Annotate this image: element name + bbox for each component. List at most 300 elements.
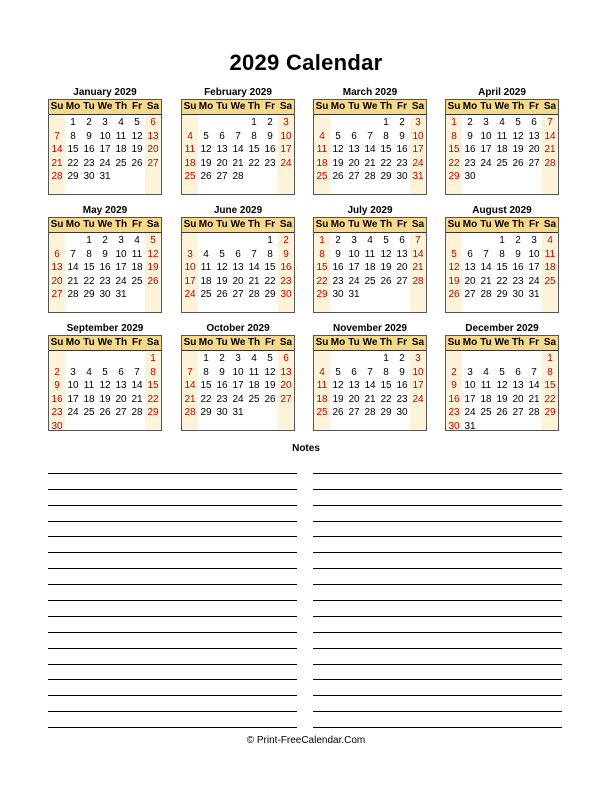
day-cell: 7 <box>483 248 489 260</box>
weekday-label: We <box>362 101 378 112</box>
note-line <box>313 617 562 633</box>
day-cell: 2 <box>399 117 405 128</box>
note-line <box>48 585 297 601</box>
day-cell: 8 <box>70 130 76 142</box>
day-cell: 21 <box>544 144 556 155</box>
day-cell: 27 <box>348 407 360 418</box>
day-cell: 30 <box>83 171 95 182</box>
weekday-label: Sa <box>146 337 160 348</box>
month-calendar <box>313 205 427 313</box>
empty-cell <box>49 352 65 366</box>
day-cell: 25 <box>480 407 492 418</box>
day-cell: 27 <box>147 157 159 169</box>
month-name: August 2029 <box>472 205 532 216</box>
weekday-label: Fr <box>132 337 142 348</box>
day-cell: 28 <box>364 171 376 182</box>
month-grid <box>445 99 559 195</box>
day-cell: 31 <box>99 171 111 182</box>
weekday-label: Th <box>114 101 128 112</box>
day-cell: 10 <box>184 262 196 273</box>
day-cell: 29 <box>496 289 508 300</box>
day-cell: 19 <box>512 144 524 155</box>
day-cell: 12 <box>264 366 276 378</box>
day-cell: 28 <box>51 171 63 182</box>
day-cell: 28 <box>528 407 540 418</box>
weekday-label: Sa <box>543 219 557 230</box>
weekday-label: We <box>230 219 246 230</box>
note-line <box>313 506 562 522</box>
day-cell: 1 <box>70 117 76 128</box>
day-cell: 14 <box>131 380 143 391</box>
day-cell: 25 <box>184 171 196 182</box>
day-cell: 29 <box>316 289 328 300</box>
day-cell: 9 <box>283 248 289 260</box>
day-cell: 22 <box>248 157 260 169</box>
day-cell: 12 <box>448 262 460 273</box>
weekday-label: Fr <box>132 101 142 112</box>
note-line <box>313 569 562 585</box>
day-cell: 2 <box>467 117 473 128</box>
day-cell: 21 <box>232 157 244 169</box>
day-cell: 18 <box>316 157 328 169</box>
day-grid <box>446 115 558 184</box>
weekday-label: Su <box>315 219 329 230</box>
day-cell: 20 <box>348 393 360 405</box>
day-cell: 28 <box>412 275 424 287</box>
day-cell: 2 <box>451 366 457 378</box>
day-cell: 22 <box>200 393 212 405</box>
day-cell: 3 <box>531 235 537 246</box>
day-cell: 7 <box>547 117 553 128</box>
day-cell: 17 <box>412 144 424 155</box>
day-cell: 26 <box>200 171 212 182</box>
note-line <box>313 553 562 569</box>
day-cell: 5 <box>219 248 225 260</box>
day-cell: 6 <box>235 248 241 260</box>
day-cell: 14 <box>544 130 556 142</box>
weekday-label: Tu <box>83 337 95 348</box>
day-cell: 27 <box>464 289 476 300</box>
weekday-label: Fr <box>265 337 275 348</box>
empty-cell <box>478 352 494 366</box>
day-cell: 16 <box>280 262 292 273</box>
empty-cell <box>246 234 262 248</box>
day-cell: 13 <box>464 262 476 273</box>
empty-cell <box>81 352 97 366</box>
day-cell: 29 <box>380 171 392 182</box>
day-cell: 1 <box>547 353 553 364</box>
day-cell: 25 <box>544 275 556 287</box>
month-name: April 2029 <box>478 87 526 98</box>
day-cell: 12 <box>496 380 508 391</box>
day-cell: 13 <box>528 130 540 142</box>
note-line <box>313 680 562 696</box>
day-cell: 27 <box>216 171 228 182</box>
day-cell: 5 <box>383 235 389 246</box>
day-cell: 26 <box>216 289 228 300</box>
day-cell: 14 <box>412 248 424 260</box>
day-cell: 11 <box>496 130 508 142</box>
day-cell: 16 <box>99 262 111 273</box>
note-line <box>48 712 297 728</box>
day-cell: 1 <box>251 117 257 128</box>
day-cell: 1 <box>319 235 325 246</box>
weekday-label: Fr <box>529 101 539 112</box>
day-cell: 3 <box>415 353 421 364</box>
day-cell: 23 <box>99 275 111 287</box>
month-grid <box>313 217 427 313</box>
day-cell: 23 <box>396 393 408 405</box>
day-cell: 19 <box>448 275 460 287</box>
day-cell: 1 <box>267 235 273 246</box>
weekday-label: Th <box>247 219 261 230</box>
month-calendar <box>48 87 162 195</box>
day-cell: 6 <box>515 366 521 378</box>
day-cell: 21 <box>480 275 492 287</box>
day-cell: 29 <box>380 407 392 418</box>
day-cell: 19 <box>380 262 392 273</box>
weekday-label: Tu <box>480 101 492 112</box>
day-cell: 13 <box>232 262 244 273</box>
day-cell: 10 <box>528 248 540 260</box>
note-line <box>48 633 297 649</box>
empty-cell <box>214 116 230 130</box>
note-line <box>313 490 562 506</box>
day-cell: 26 <box>264 393 276 405</box>
weekday-label: We <box>362 219 378 230</box>
day-cell: 12 <box>147 248 159 260</box>
day-cell: 16 <box>83 144 95 155</box>
weekday-label: Mo <box>65 337 81 348</box>
day-cell: 25 <box>131 275 143 287</box>
day-cell: 14 <box>364 380 376 391</box>
day-cell: 21 <box>528 393 540 405</box>
day-cell: 19 <box>496 393 508 405</box>
day-cell: 14 <box>248 262 260 273</box>
empty-cell <box>113 352 129 366</box>
day-cell: 3 <box>283 117 289 128</box>
day-cell: 22 <box>380 393 392 405</box>
day-cell: 7 <box>531 366 537 378</box>
empty-cell <box>510 352 526 366</box>
day-cell: 6 <box>531 117 537 128</box>
day-cell: 20 <box>51 275 63 287</box>
notes-title: Notes <box>292 443 320 454</box>
weekday-label: Th <box>379 101 393 112</box>
day-cell: 19 <box>332 157 344 169</box>
day-cell: 2 <box>267 117 273 128</box>
day-cell: 12 <box>200 144 212 155</box>
day-cell: 5 <box>267 353 273 364</box>
weekday-label: We <box>362 337 378 348</box>
day-cell: 2 <box>86 117 92 128</box>
weekday-label: Th <box>379 337 393 348</box>
weekday-label: Tu <box>348 337 360 348</box>
empty-cell <box>129 352 145 366</box>
day-grid <box>49 115 161 184</box>
day-cell: 16 <box>264 144 276 155</box>
weekday-header <box>49 336 161 351</box>
day-cell: 23 <box>332 275 344 287</box>
day-cell: 19 <box>147 262 159 273</box>
day-cell: 3 <box>351 235 357 246</box>
day-cell: 25 <box>364 275 376 287</box>
day-cell: 27 <box>348 171 360 182</box>
day-cell: 18 <box>544 262 556 273</box>
day-cell: 26 <box>147 275 159 287</box>
day-cell: 23 <box>396 157 408 169</box>
month-grid <box>48 217 162 313</box>
day-cell: 10 <box>480 130 492 142</box>
day-cell: 27 <box>512 407 524 418</box>
note-line <box>48 458 297 474</box>
day-cell: 18 <box>131 262 143 273</box>
day-cell: 25 <box>496 157 508 169</box>
footer-credit: © Print-FreeCalendar.Com <box>246 735 366 746</box>
note-line <box>48 649 297 665</box>
day-cell: 6 <box>118 366 124 378</box>
day-cell: 5 <box>451 248 457 260</box>
weekday-label: Mo <box>198 337 214 348</box>
weekday-label: Sa <box>411 337 425 348</box>
empty-cell <box>97 352 113 366</box>
day-cell: 28 <box>248 289 260 300</box>
day-cell: 17 <box>67 393 79 405</box>
empty-cell <box>346 116 362 130</box>
month-name: July 2029 <box>347 205 393 216</box>
day-cell: 28 <box>364 407 376 418</box>
day-cell: 10 <box>412 130 424 142</box>
day-cell: 17 <box>115 262 127 273</box>
day-cell: 24 <box>480 157 492 169</box>
weekday-label: Sa <box>543 101 557 112</box>
weekday-header <box>182 218 294 233</box>
empty-cell <box>330 352 346 366</box>
day-cell: 27 <box>115 407 127 418</box>
day-cell: 23 <box>464 157 476 169</box>
day-cell: 22 <box>83 275 95 287</box>
note-line <box>48 490 297 506</box>
day-cell: 2 <box>399 353 405 364</box>
day-cell: 24 <box>412 393 424 405</box>
day-cell: 20 <box>147 144 159 155</box>
weekday-label: Su <box>447 219 461 230</box>
day-cell: 9 <box>335 248 341 260</box>
day-grid <box>314 115 426 184</box>
day-cell: 14 <box>184 380 196 391</box>
weekday-label: Th <box>247 337 261 348</box>
weekday-label: Fr <box>529 219 539 230</box>
day-cell: 13 <box>115 380 127 391</box>
day-cell: 17 <box>99 144 111 155</box>
weekday-label: We <box>230 337 246 348</box>
day-cell: 28 <box>184 407 196 418</box>
day-cell: 11 <box>480 380 492 391</box>
month-grid <box>181 99 295 195</box>
day-cell: 6 <box>399 235 405 246</box>
day-cell: 29 <box>544 407 556 418</box>
weekday-label: Su <box>315 101 329 112</box>
day-cell: 5 <box>335 130 341 142</box>
day-cell: 2 <box>102 235 108 246</box>
note-line <box>313 696 562 712</box>
weekday-label: Fr <box>397 337 407 348</box>
day-cell: 13 <box>147 130 159 142</box>
day-cell: 9 <box>102 248 108 260</box>
note-line <box>48 537 297 553</box>
empty-cell <box>462 234 478 248</box>
day-cell: 8 <box>499 248 505 260</box>
weekday-label: Su <box>50 101 64 112</box>
day-cell: 18 <box>248 380 260 391</box>
month-grid <box>445 217 559 313</box>
day-cell: 4 <box>499 117 505 128</box>
weekday-label: Mo <box>198 219 214 230</box>
note-line <box>48 617 297 633</box>
weekday-label: Mo <box>330 101 346 112</box>
month-name: December 2029 <box>465 323 539 334</box>
month-name: January 2029 <box>73 87 137 98</box>
weekday-header <box>49 218 161 233</box>
page-title: 2029 Calendar <box>229 50 383 75</box>
day-cell: 22 <box>380 157 392 169</box>
day-cell: 4 <box>547 235 553 246</box>
day-cell: 10 <box>99 130 111 142</box>
day-cell: 9 <box>267 130 273 142</box>
empty-cell <box>446 234 462 248</box>
day-cell: 15 <box>496 262 508 273</box>
day-cell: 31 <box>348 289 360 300</box>
weekday-label: Su <box>183 101 197 112</box>
day-cell: 19 <box>216 275 228 287</box>
day-cell: 14 <box>232 144 244 155</box>
day-cell: 9 <box>54 380 60 391</box>
weekday-label: Sa <box>146 101 160 112</box>
day-cell: 31 <box>115 289 127 300</box>
day-cell: 20 <box>528 144 540 155</box>
weekday-label: Fr <box>529 337 539 348</box>
weekday-label: Sa <box>543 337 557 348</box>
day-cell: 23 <box>280 275 292 287</box>
note-line <box>48 553 297 569</box>
weekday-label: Mo <box>330 337 346 348</box>
day-cell: 27 <box>51 289 63 300</box>
day-cell: 16 <box>216 380 228 391</box>
day-cell: 23 <box>83 157 95 169</box>
day-cell: 16 <box>448 393 460 405</box>
day-cell: 24 <box>232 393 244 405</box>
day-cell: 20 <box>348 157 360 169</box>
day-cell: 30 <box>280 289 292 300</box>
day-grid <box>446 351 558 433</box>
day-cell: 2 <box>54 366 60 378</box>
day-cell: 21 <box>131 393 143 405</box>
day-cell: 1 <box>86 235 92 246</box>
empty-cell <box>198 116 214 130</box>
day-cell: 21 <box>412 262 424 273</box>
weekday-label: Fr <box>132 219 142 230</box>
day-cell: 1 <box>383 353 389 364</box>
day-cell: 29 <box>200 407 212 418</box>
weekday-label: Mo <box>462 101 478 112</box>
month-name: October 2029 <box>206 323 270 334</box>
weekday-label: Tu <box>216 337 228 348</box>
month-calendar <box>313 87 427 195</box>
day-cell: 8 <box>451 130 457 142</box>
day-cell: 30 <box>464 171 476 182</box>
day-cell: 6 <box>351 130 357 142</box>
day-cell: 26 <box>332 171 344 182</box>
day-cell: 10 <box>115 248 127 260</box>
weekday-label: We <box>230 101 246 112</box>
day-cell: 11 <box>83 380 95 391</box>
weekday-label: Mo <box>462 219 478 230</box>
day-cell: 17 <box>280 144 292 155</box>
day-cell: 16 <box>512 262 524 273</box>
day-cell: 22 <box>496 275 508 287</box>
day-cell: 27 <box>396 275 408 287</box>
day-grid <box>49 233 161 302</box>
day-cell: 11 <box>248 366 260 378</box>
day-cell: 19 <box>264 380 276 391</box>
day-grid <box>182 115 294 184</box>
empty-cell <box>494 352 510 366</box>
weekday-label: Sa <box>279 101 293 112</box>
weekday-label: Th <box>114 219 128 230</box>
day-cell: 8 <box>383 130 389 142</box>
day-cell: 26 <box>512 157 524 169</box>
day-cell: 18 <box>115 144 127 155</box>
day-cell: 5 <box>515 117 521 128</box>
day-cell: 1 <box>150 353 156 364</box>
notes-lines-left <box>48 458 297 728</box>
weekday-label: We <box>97 101 113 112</box>
day-cell: 30 <box>396 407 408 418</box>
empty-cell <box>65 352 81 366</box>
month-name: November 2029 <box>333 323 407 334</box>
weekday-label: Sa <box>146 219 160 230</box>
day-cell: 10 <box>412 366 424 378</box>
weekday-label: Tu <box>480 219 492 230</box>
note-line <box>313 601 562 617</box>
day-cell: 13 <box>396 248 408 260</box>
day-cell: 4 <box>483 366 489 378</box>
day-cell: 18 <box>83 393 95 405</box>
day-cell: 22 <box>448 157 460 169</box>
day-cell: 8 <box>267 248 273 260</box>
empty-cell <box>49 116 65 130</box>
day-cell: 27 <box>232 289 244 300</box>
day-cell: 15 <box>316 262 328 273</box>
day-cell: 1 <box>203 353 209 364</box>
day-cell: 15 <box>200 380 212 391</box>
weekday-header <box>314 336 426 351</box>
day-cell: 9 <box>86 130 92 142</box>
day-cell: 22 <box>264 275 276 287</box>
day-cell: 21 <box>364 393 376 405</box>
month-calendar <box>445 87 559 195</box>
weekday-label: We <box>494 219 510 230</box>
weekday-label: Tu <box>216 101 228 112</box>
day-cell: 23 <box>51 407 63 418</box>
day-cell: 8 <box>251 130 257 142</box>
weekday-label: Su <box>183 219 197 230</box>
weekday-header <box>314 218 426 233</box>
day-cell: 23 <box>512 275 524 287</box>
day-cell: 9 <box>451 380 457 391</box>
day-cell: 12 <box>332 144 344 155</box>
month-grid <box>313 99 427 195</box>
